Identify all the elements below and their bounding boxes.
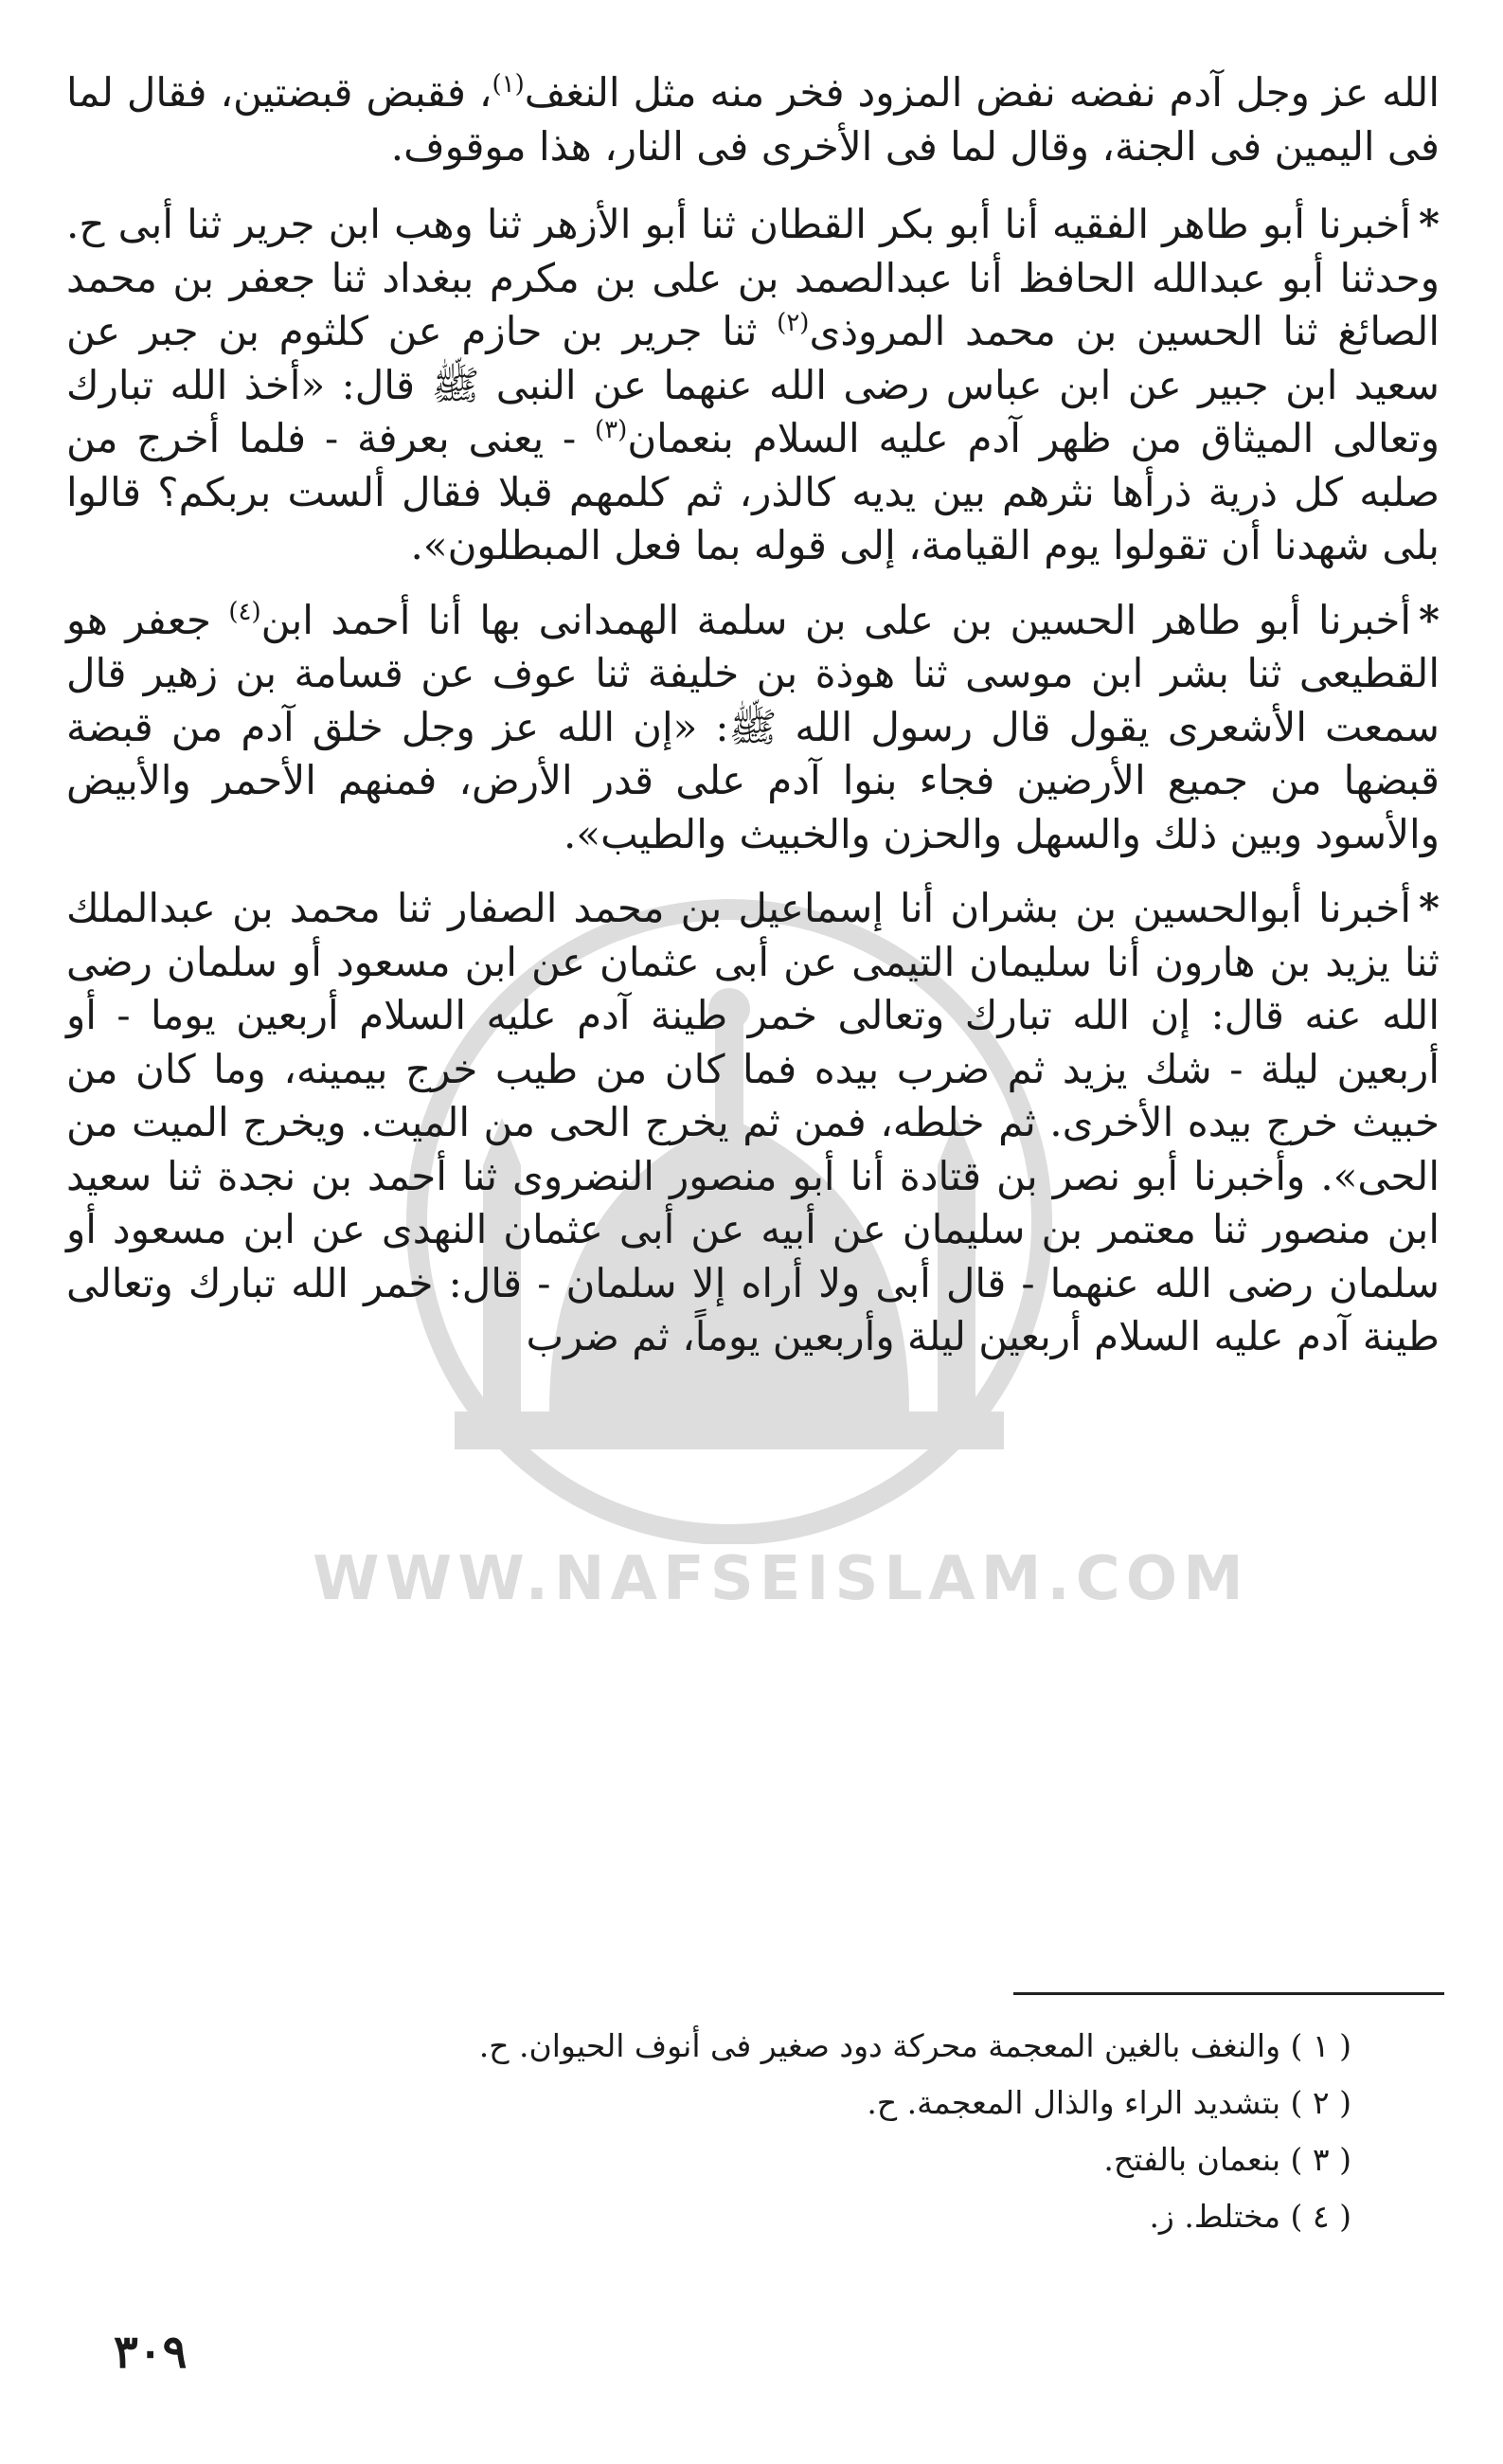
watermark-text: WWW.NAFSEISLAM.COM (313, 1544, 1249, 1614)
footnote-separator (1013, 1992, 1444, 1995)
paragraph-1 (66, 66, 1440, 173)
paragraph-text: أخبرنا أبوالحسين بن بشران أنا إسماعيل بن محمد الصفار ثنا محمد بن عبدالملك ثنا يزيد بن هارون أنا سليمان التيمى عن أبى عثمان عن ابن مسعود أو سلمان رضى الله عنه قال: إن الله تبارك وتعالى خمر طينة آدم عليه السلام أربعين يوما - أو أربعين ليلة - شك يزيد ثم ضرب بيده فما كان من طيب خرج بيمينه، وما كان من خبيث خرج بيده الأخرى. ثم خلطه، فمن ثم يخرج الحى من الميت. ويخرج الميت من الحى». وأخبرنا أبو نصر بن قتادة أنا أبو منصور النضروى ثنا أحمد بن نجدة ثنا سعيد ابن منصور ثنا معتمر بن سليمان عن أبيه عن أبى عثمان النهدى عن ابن مسعود أو سلمان رضى الله عنهما - قال أبى ولا أراه إلا سلمان - قال: خمر الله تبارك وتعالى طينة آدم عليه السلام أربعين ليلة وأربعين يوماً، ثم ضرب (66, 885, 1440, 1359)
paragraph-text: ثنا جرير بن حازم عن كلثوم بن جبر عن سعيد ابن جبير عن ابن عباس رضى الله عنهما عن النبى ﷺ قال: «أخذ الله تبارك وتعالى الميثاق من ظهر آدم عليه السلام بنعمان (66, 308, 1440, 461)
paragraph-3 (66, 594, 1440, 862)
paragraph-text: ، فقبض قبضتين، فقال لما فى اليمين فى الجنة، وقال لما فى الأخرى فى النار، هذا موقوف. (66, 69, 1440, 170)
footnotes (215, 2018, 1351, 2245)
paragraph-2 (66, 198, 1440, 573)
paragraph-text: الله عز وجل آدم نفضه نفض المزود فخر منه مثل النغف (524, 69, 1440, 116)
page-number: ٣٠٩ (114, 2326, 188, 2379)
footnote-3: ( ٣ ) بنعمان بالفتح. (1103, 2141, 1351, 2178)
footnote-1: ( ١ ) والنغف بالغين المعجمة محركة دود صغير فى أنوف الحيوان. ح. (478, 2027, 1351, 2064)
footnote-ref: (٢) (777, 309, 810, 337)
paragraph-marker: * (1419, 596, 1440, 643)
paragraph-text: جعفر هو القطيعى ثنا بشر ابن موسى ثنا هوذة بن خليفة ثنا عوف عن قسامة بن زهير قال سمعت الأشعرى يقول قال رسول الله ﷺ: «إن الله عز وجل خلق آدم من قبضة قبضها من جميع الأرضين فجاء بنوا آدم على قدر الأرض، فمنهم الأحمر والأبيض والأسود وبين ذلك والسهل والحزن والخبيث والطيب». (66, 596, 1440, 857)
footnote-ref: (١) (492, 70, 525, 99)
paragraph-text: أخبرنا أبو طاهر الفقيه أنا أبو بكر القطان ثنا أبو الأزهر ثنا وهب ابن جرير ثنا أبى ح. وحدثنا أبو عبدالله الحافظ أنا عبدالصمد بن على بن مكرم ببغداد ثنا جعفر بن محمد الصائغ ثنا الحسين بن محمد المروذى (66, 201, 1440, 354)
paragraph-marker: * (1419, 885, 1440, 931)
paragraph-text: - يعنى بعرفة - فلما أخرج من صلبه كل ذرية ذرأها نثرهم بين يديه كالذر، ثم كلمهم قبلا فقال ألست بربكم؟ قالوا بلى شهدنا أن تقولوا يوم القيامة، إلى قوله بما فعل المبطلون». (66, 415, 1440, 568)
paragraph-4 (66, 882, 1440, 1364)
paragraph-text: أخبرنا أبو طاهر الحسين بن على بن سلمة الهمدانى بها أنا أحمد ابن (260, 596, 1412, 643)
main-text (66, 66, 1440, 1385)
footnote-2: ( ٢ ) بتشديد الراء والذال المعجمة. ح. (867, 2084, 1351, 2121)
footnote-ref: (٣) (595, 416, 628, 444)
paragraph-marker: * (1419, 201, 1440, 247)
footnote-4: ( ٤ ) مختلط. ز. (1149, 2198, 1351, 2235)
footnote-ref: (٤) (228, 597, 261, 626)
